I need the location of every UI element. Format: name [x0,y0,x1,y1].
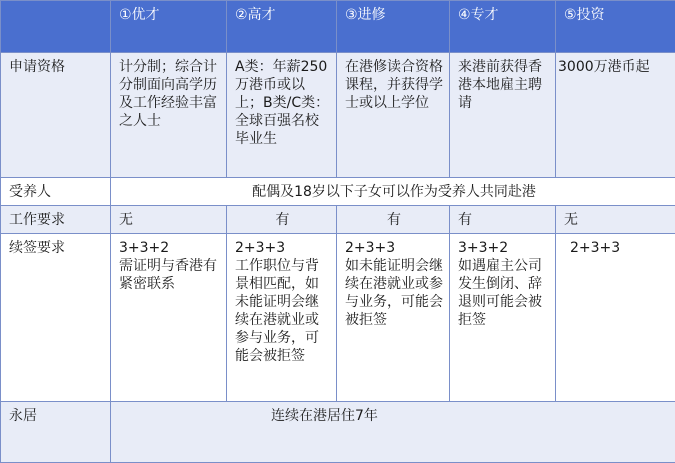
cell-work-zhuancai: 有 [450,206,556,234]
row-label-renewal: 续签要求 [1,234,111,402]
row-label-work: 工作要求 [1,206,111,234]
cell-renewal-touzi: 2+3+3 [556,234,675,402]
cell-eligibility-zhuancai: 来港前获得香港本地雇主聘请 [450,53,556,178]
cell-renewal-youcai: 3+3+2 需证明与香港有紧密联系 [111,234,227,402]
row-label-dependants: 受养人 [1,178,111,206]
cell-permanent-merged: 连续在港居住7年 [111,402,675,463]
header-gaocai: ②高才 [227,1,337,53]
row-label-permanent: 永居 [1,402,111,463]
cell-work-touzi: 无 [556,206,675,234]
cell-eligibility-gaocai: A类：年薪250万港币或以上；B类/C类：全球百强名校毕业生 [227,53,337,178]
cell-work-gaocai: 有 [227,206,337,234]
cell-work-jinxiu: 有 [337,206,450,234]
cell-renewal-zhuancai: 3+3+2 如遇雇主公司发生倒闭、辞退则可能会被拒签 [450,234,556,402]
cell-eligibility-jinxiu: 在港修读合资格课程，并获得学士或以上学位 [337,53,450,178]
cell-renewal-gaocai: 2+3+3 工作职位与背景相匹配，如未能证明会继续在港就业或参与业务，可能会被拒签 [227,234,337,402]
cell-eligibility-youcai: 计分制；综合计分制面向高学历及工作经验丰富之人士 [111,53,227,178]
header-youcai: ①优才 [111,1,227,53]
header-row [1,1,675,53]
header-corner [1,1,111,53]
cell-work-youcai: 无 [111,206,227,234]
row-permanent [1,402,675,463]
header-zhuancai: ④专才 [450,1,556,53]
row-work [1,206,675,234]
row-label-eligibility: 申请资格 [1,53,111,178]
cell-dependants-merged: 配偶及18岁以下子女可以作为受养人共同赴港 [111,178,675,206]
row-dependants [1,178,675,206]
header-touzi: ⑤投资 [556,1,675,53]
row-renewal [1,234,675,402]
cell-renewal-jinxiu: 2+3+3 如未能证明会继续在港就业或参与业务，可能会被拒签 [337,234,450,402]
header-jinxiu: ③进修 [337,1,450,53]
row-eligibility [1,53,675,178]
cell-eligibility-touzi: 3000万港币起 [556,53,675,178]
